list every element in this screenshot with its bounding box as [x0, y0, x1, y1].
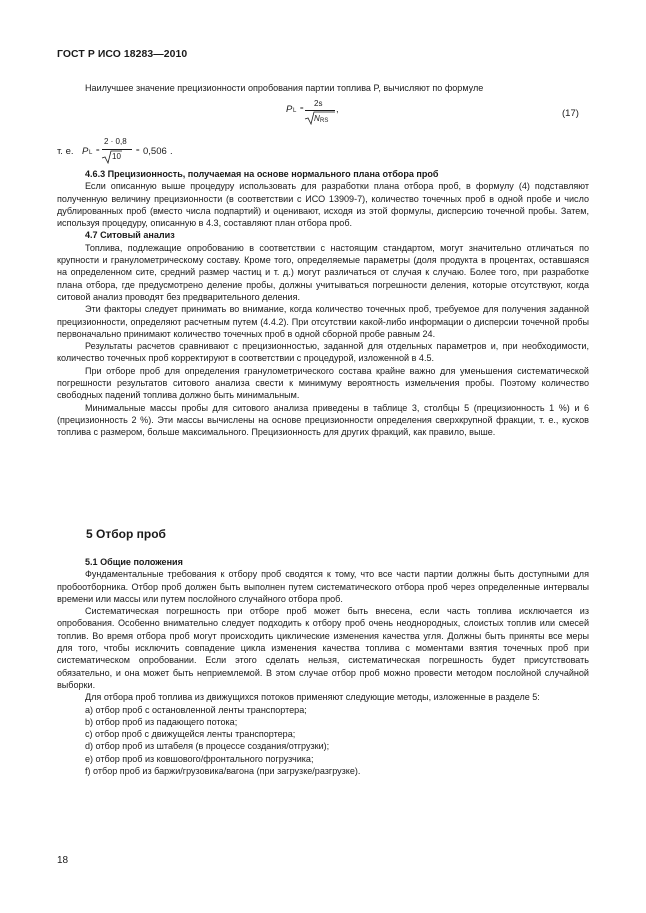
section-4-6-3-and-4-7	[57, 168, 589, 439]
formula-17-equals: =	[300, 106, 304, 112]
document-header: ГОСТ Р ИСО 18283—2010	[57, 49, 188, 60]
heading-5-1: 5.1 Общие положения	[85, 557, 183, 567]
paragraph-4-7-5: Минимальные массы пробы для ситового анализа приведены в таблице 3, столбцы 5 (прецизионность 1 %) и 6 (прецизионность 2 %). Эти массы вычислены на основе прецизионности определения сверхкрупной фракции, т. е., кусков топлива с размером, больше максимального. Прецизионность для других фракций, как правило, выше.	[57, 402, 589, 438]
example-calculation	[0, 0, 646, 170]
page-number: 18	[57, 855, 69, 866]
example-lhs: P	[82, 146, 89, 157]
example-denominator: 10	[112, 152, 121, 161]
list-item-b: b) отбор проб из падающего потока;	[85, 716, 238, 727]
formula-17-number: (17)	[562, 108, 579, 119]
heading-4-7: 4.7 Ситовый анализ	[85, 230, 175, 241]
example-lhs-sub: L	[89, 150, 93, 156]
list-item-c: c) отбор проб с движущейся ленты транспортера;	[85, 729, 296, 740]
example-end: .	[170, 146, 173, 157]
example-equals-2: =	[136, 148, 140, 154]
paragraph-4-6-3: Если описанную выше процедуру использовать для разработки плана отбора проб, в формулу (4) подставляют полученную величину прецизионности (в соответствии с ИСО 13909-7), количество точечных проб в одной пробе и число дублированных проб (вместо числа подпартий) и оценивают, исходя из этой формулы, дисперсию точечной пробы. Затем, используя процедуру, описанную в 4.3, составляют план отбора проб.	[57, 181, 589, 229]
paragraph-5-1-2: Систематическая погрешность при отборе проб может быть внесена, если часть топлива исключается из опробования. Особенно внимательно следует подходить к отбору проб очень неоднородных, слоистых топлив или смесей топлив. Во время отбора проб могут происходить циклические изменения качества угля. Должны быть приняты все меры для того, чтобы исключить совпадение цикла изменения качества топлива с моментами взятия точечных проб при систематическом опробовании. Если этого сделать нельзя, систематическая погрешность будет присутствовать обязательно, и она может быть неприемлемой. В этом случае отбор проб можно провести методом послойной случайной выборки.	[57, 606, 589, 690]
example-fraction-bar	[102, 149, 132, 150]
paragraph-4-7-2: Эти факторы следует принимать во внимание, когда количество точечных проб, требуемое для получения заданной прецизионности, определяют расчетным путем (4.4.2). При отсутствии какой-либо информации о дисперсии точечной пробы первоначально принимают количество точечных проб в одной сборной пробе равным 24.	[57, 304, 589, 339]
example-numerator: 2 · 0,8	[104, 137, 127, 146]
formula-17-numerator: 2s	[314, 99, 323, 108]
list-item-d: d) отбор проб из штабеля (в процессе создания/отгрузки);	[85, 741, 330, 752]
paragraph-4-7-3: Результаты расчетов сравнивают с прецизионностью, заданной для отдельных параметров и, при необходимости, количество точечных проб корректируют в соответствии с процедурой, изложенной в 4.5.	[57, 341, 589, 364]
heading-5: 5 Отбор проб	[86, 527, 166, 541]
list-item-e: e) отбор проб из ковшового/фронтального погрузчика;	[85, 753, 314, 764]
formula-17-denominator-sub: RS	[320, 118, 329, 124]
paragraph-4-7-4: При отборе проб для определения гранулометрического состава крайне важно для уменьшения систематической погрешности результатов ситового анализа свести к минимуму вероятность измельчения пробы. Поэтому количество свободных падений топлива должно быть минимальным.	[57, 365, 589, 401]
section-5-1	[57, 556, 589, 777]
formula-17-comma: ,	[336, 104, 339, 115]
formula-17-lhs-sub: L	[293, 108, 297, 114]
example-prefix: т. е.	[57, 146, 74, 157]
formula-17-lhs: P	[286, 104, 293, 115]
formula-17-denominator: N	[314, 114, 320, 123]
list-item-a: a) отбор проб с остановленной ленты транспортера;	[85, 704, 307, 715]
paragraph-4-7-1: Топлива, подлежащие опробованию в соответствии с настоящим стандартом, могут значительно отличаться по крупности и гранулометрическому составу. Кроме того, определяемые параметры (доля продукта в процентах, оставшаяся на определенном сите, средний размер частиц и т. д.) могут различаться от случая к случаю. Более того, при разработке плана отбора, где предусмотрено деление пробы, должны учитываться погрешности деления, которые отсутствуют, когда ситовой анализ проводят без предварительного деления.	[57, 242, 589, 302]
paragraph-5-1-3: Для отбора проб топлива из движущихся потоков применяют следующие методы, изложенные в разделе 5:	[85, 692, 540, 703]
heading-4-6-3: 4.6.3 Прецизионность, получаемая на основе нормального плана отбора проб	[85, 169, 439, 179]
list-item-f: f) отбор проб из баржи/грузовика/вагона (при загрузке/разгрузке).	[85, 766, 361, 777]
paragraph-5-1-1: Фундаментальные требования к отбору проб сводятся к тому, что все части партии должны быть доступными для пробоотборника. Отбор проб должен быть выполнен путем систематического отбора проб через определенные интервалы времени или массы или путем послойного случайного отбора проб.	[57, 569, 589, 604]
example-result: 0,506	[143, 146, 167, 157]
intro-paragraph: Наилучшее значение прецизионности опробования партии топлива P, вычисляют по формуле	[85, 83, 484, 93]
example-equals: =	[96, 148, 100, 154]
